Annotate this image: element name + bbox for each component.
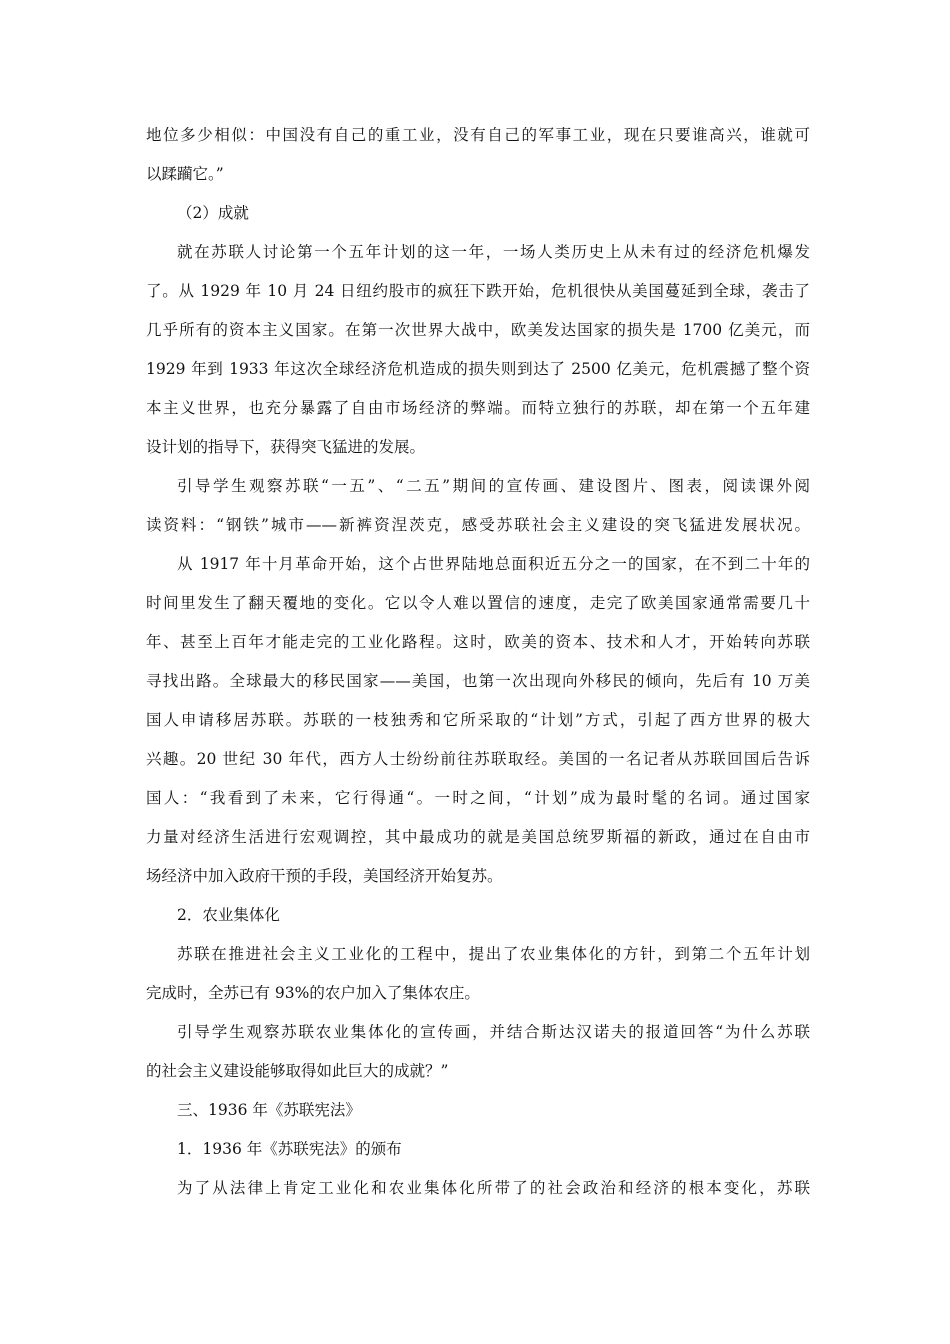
paragraph-p1 <box>146 116 810 194</box>
text-line: 2．农业集体化 <box>177 906 280 924</box>
text-line: 为了从法律上肯定工业化和农业集体化所带了的社会政治和经济的根本变化，苏联 <box>177 1179 810 1197</box>
text-line: 场经济中加入政府干预的手段，美国经济开始复苏。 <box>146 867 503 885</box>
subheading-agricultural-collectivization <box>146 896 810 935</box>
text-line: 国人申请移居苏联。苏联的一枝独秀和它所采取的“计划”方式，引起了西方世界的极大 <box>146 711 810 729</box>
document-body <box>146 116 810 1208</box>
text-line: 完成时，全苏已有 93%的农户加入了集体农庄。 <box>146 984 480 1002</box>
text-line: 引导学生观察苏联“一五”、“二五”期间的宣传画、建设图片、图表，阅读课外阅 <box>177 477 810 495</box>
text-line: 的社会主义建设能够取得如此巨大的成就？” <box>146 1062 449 1080</box>
text-line: 力量对经济生活进行宏观调控，其中最成功的就是美国总统罗斯福的新政，通过在自由市 <box>146 828 810 846</box>
paragraph-p7 <box>146 935 810 1013</box>
text-line: 年、甚至上百年才能走完的工业化路程。这时，欧美的资本、技术和人才，开始转向苏联 <box>146 633 810 651</box>
text-line: 兴趣。20 世纪 30 年代，西方人士纷纷前往苏联取经。美国的一名记者从苏联回国后告诉 <box>146 750 810 768</box>
text-line: 1．1936 年《苏联宪法》的颁布 <box>177 1140 402 1158</box>
text-line: 时间里发生了翻天覆地的变化。它以令人难以置信的速度，走完了欧美国家通常需要几十 <box>146 594 810 612</box>
text-line: 读资料：“钢铁”城市——新裤资涅茨克，感受苏联社会主义建设的突飞猛进发展状况。 <box>146 516 810 534</box>
text-line: 三、1936 年《苏联宪法》 <box>177 1101 361 1119</box>
text-line: 本主义世界，也充分暴露了自由市场经济的弊端。而特立独行的苏联，却在第一个五年建 <box>146 399 810 417</box>
text-line: 就在苏联人讨论第一个五年计划的这一年，一场人类历史上从未有过的经济危机爆发 <box>177 243 810 261</box>
paragraph-p3 <box>146 233 810 467</box>
subheading-achievements <box>146 194 810 233</box>
paragraph-p11 <box>146 1169 810 1208</box>
text-line: 1929 年到 1933 年这次全球经济危机造成的损失则到达了 2500 亿美元，危机震撼了整个资 <box>146 360 810 378</box>
text-line: （2）成就 <box>177 204 249 222</box>
text-line: 以蹂躏它。” <box>146 165 224 183</box>
subheading-constitution-promulgation <box>146 1130 810 1169</box>
text-line: 寻找出路。全球最大的移民国家——美国，也第一次出现向外移民的倾向，先后有 10 万美 <box>146 672 810 690</box>
text-line: 几乎所有的资本主义国家。在第一次世界大战中，欧美发达国家的损失是 1700 亿美元，而 <box>146 321 810 339</box>
paragraph-p5 <box>146 545 810 896</box>
text-line: 国人：“我看到了未来，它行得通“。一时之间，“计划”成为最时髦的名词。通过国家 <box>146 789 810 807</box>
paragraph-p8 <box>146 1013 810 1091</box>
text-line: 从 1917 年十月革命开始，这个占世界陆地总面积近五分之一的国家，在不到二十年的 <box>177 555 810 573</box>
text-line: 引导学生观察苏联农业集体化的宣传画，并结合斯达汉诺夫的报道回答“为什么苏联 <box>177 1023 810 1041</box>
text-line: 苏联在推进社会主义工业化的工程中，提出了农业集体化的方针，到第二个五年计划 <box>177 945 810 963</box>
paragraph-p4 <box>146 467 810 545</box>
text-line: 设计划的指导下，获得突飞猛进的发展。 <box>146 438 426 456</box>
text-line: 了。从 1929 年 10 月 24 日纽约股市的疯狂下跌开始，危机很快从美国蔓延到全球，袭击了 <box>146 282 810 300</box>
section-heading-1936-constitution <box>146 1091 810 1130</box>
text-line: 地位多少相似：中国没有自己的重工业，没有自己的军事工业，现在只要谁高兴，谁就可 <box>146 126 810 144</box>
